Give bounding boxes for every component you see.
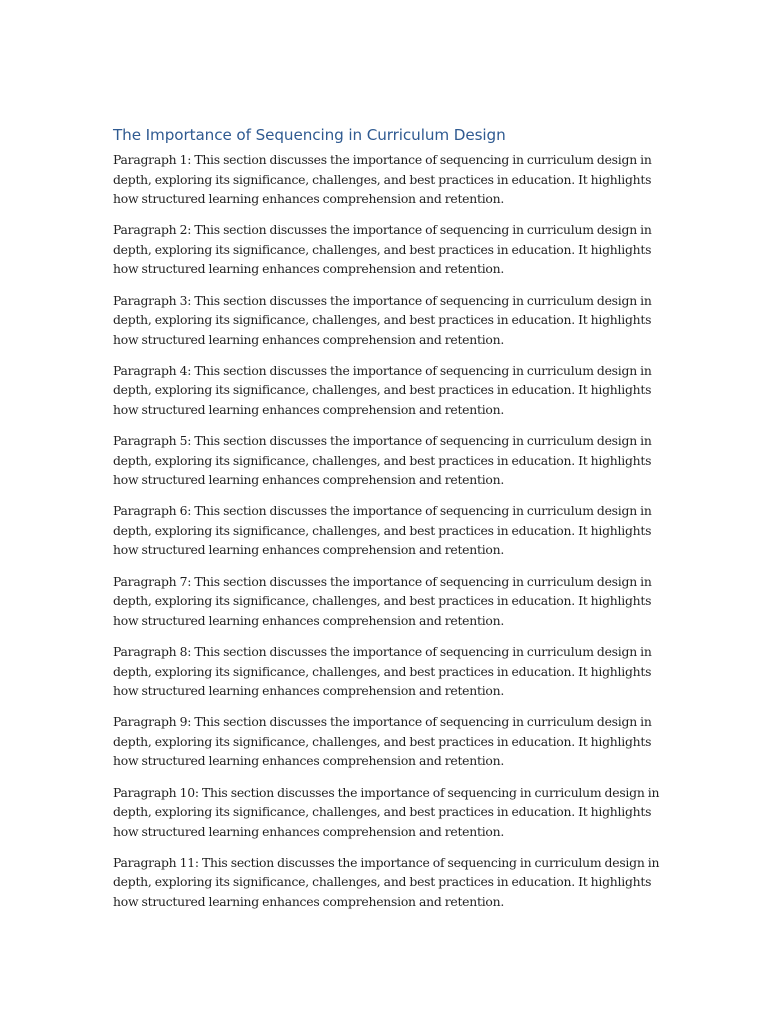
paragraph-line: how structured learning enhances comprehension and retention. xyxy=(113,542,505,558)
body-paragraph xyxy=(113,150,658,209)
paragraph-line: how structured learning enhances comprehension and retention. xyxy=(113,191,505,206)
body-paragraph xyxy=(113,783,658,842)
body-paragraph xyxy=(113,572,658,631)
body-paragraph xyxy=(113,501,658,560)
paragraph-line: Paragraph 11: This section discusses the importance of sequencing in curriculum design in xyxy=(113,854,660,870)
body-paragraph xyxy=(113,220,658,279)
paragraph-line: how structured learning enhances comprehension and retention. xyxy=(113,753,505,769)
paragraph-list xyxy=(113,150,658,911)
paragraph-line: Paragraph 9: This section discusses the importance of sequencing in curriculum design in xyxy=(113,714,652,730)
paragraph-line: how structured learning enhances comprehension and retention. xyxy=(113,261,505,277)
body-paragraph xyxy=(113,291,658,350)
paragraph-line: Paragraph 5: This section discusses the importance of sequencing in curriculum design in xyxy=(113,433,652,449)
paragraph-line: depth, exploring its significance, challenges, and best practices in education. It highlights xyxy=(113,522,652,538)
paragraph-line: Paragraph 8: This section discusses the importance of sequencing in curriculum design in xyxy=(113,644,652,660)
paragraph-line: how structured learning enhances comprehension and retention. xyxy=(113,472,505,488)
paragraph-line: depth, exploring its significance, challenges, and best practices in education. It highlights xyxy=(113,663,652,679)
paragraph-line: Paragraph 3: This section discusses the importance of sequencing in curriculum design in xyxy=(113,292,652,308)
paragraph-line: depth, exploring its significance, challenges, and best practices in education. It highlights xyxy=(113,171,652,187)
paragraph-line: Paragraph 7: This section discusses the importance of sequencing in curriculum design in xyxy=(113,573,652,589)
paragraph-line: how structured learning enhances comprehension and retention. xyxy=(113,893,505,909)
paragraph-line: depth, exploring its significance, challenges, and best practices in education. It highlights xyxy=(113,452,652,468)
paragraph-line: depth, exploring its significance, challenges, and best practices in education. It highlights xyxy=(113,874,652,890)
body-paragraph xyxy=(113,361,658,420)
paragraph-line: how structured learning enhances comprehension and retention. xyxy=(113,683,505,699)
paragraph-line: Paragraph 4: This section discusses the importance of sequencing in curriculum design in xyxy=(113,362,652,378)
paragraph-line: how structured learning enhances comprehension and retention. xyxy=(113,612,505,628)
paragraph-line: how structured learning enhances comprehension and retention. xyxy=(113,331,505,347)
paragraph-line: depth, exploring its significance, challenges, and best practices in education. It highlights xyxy=(113,312,652,328)
paragraph-line: Paragraph 6: This section discusses the importance of sequencing in curriculum design in xyxy=(113,503,652,519)
paragraph-line: depth, exploring its significance, challenges, and best practices in education. It highlights xyxy=(113,593,652,609)
body-paragraph xyxy=(113,642,658,701)
body-paragraph xyxy=(113,712,658,771)
paragraph-line: how structured learning enhances comprehension and retention. xyxy=(113,823,505,839)
body-paragraph xyxy=(113,853,658,912)
paragraph-line: depth, exploring its significance, challenges, and best practices in education. It highlights xyxy=(113,241,652,257)
document-page xyxy=(113,122,658,923)
paragraph-line: how structured learning enhances comprehension and retention. xyxy=(113,401,505,417)
paragraph-line: depth, exploring its significance, challenges, and best practices in education. It highlights xyxy=(113,804,652,820)
paragraph-line: Paragraph 2: This section discusses the importance of sequencing in curriculum design in xyxy=(113,222,652,238)
body-paragraph xyxy=(113,431,658,490)
paragraph-line: depth, exploring its significance, challenges, and best practices in education. It highlights xyxy=(113,382,652,398)
paragraph-line: Paragraph 10: This section discusses the importance of sequencing in curriculum design in xyxy=(113,784,660,800)
paragraph-line: Paragraph 1: This section discusses the importance of sequencing in curriculum design in xyxy=(113,152,652,167)
document-title: The Importance of Sequencing in Curriculum Design xyxy=(113,126,506,144)
paragraph-line: depth, exploring its significance, challenges, and best practices in education. It highlights xyxy=(113,733,652,749)
